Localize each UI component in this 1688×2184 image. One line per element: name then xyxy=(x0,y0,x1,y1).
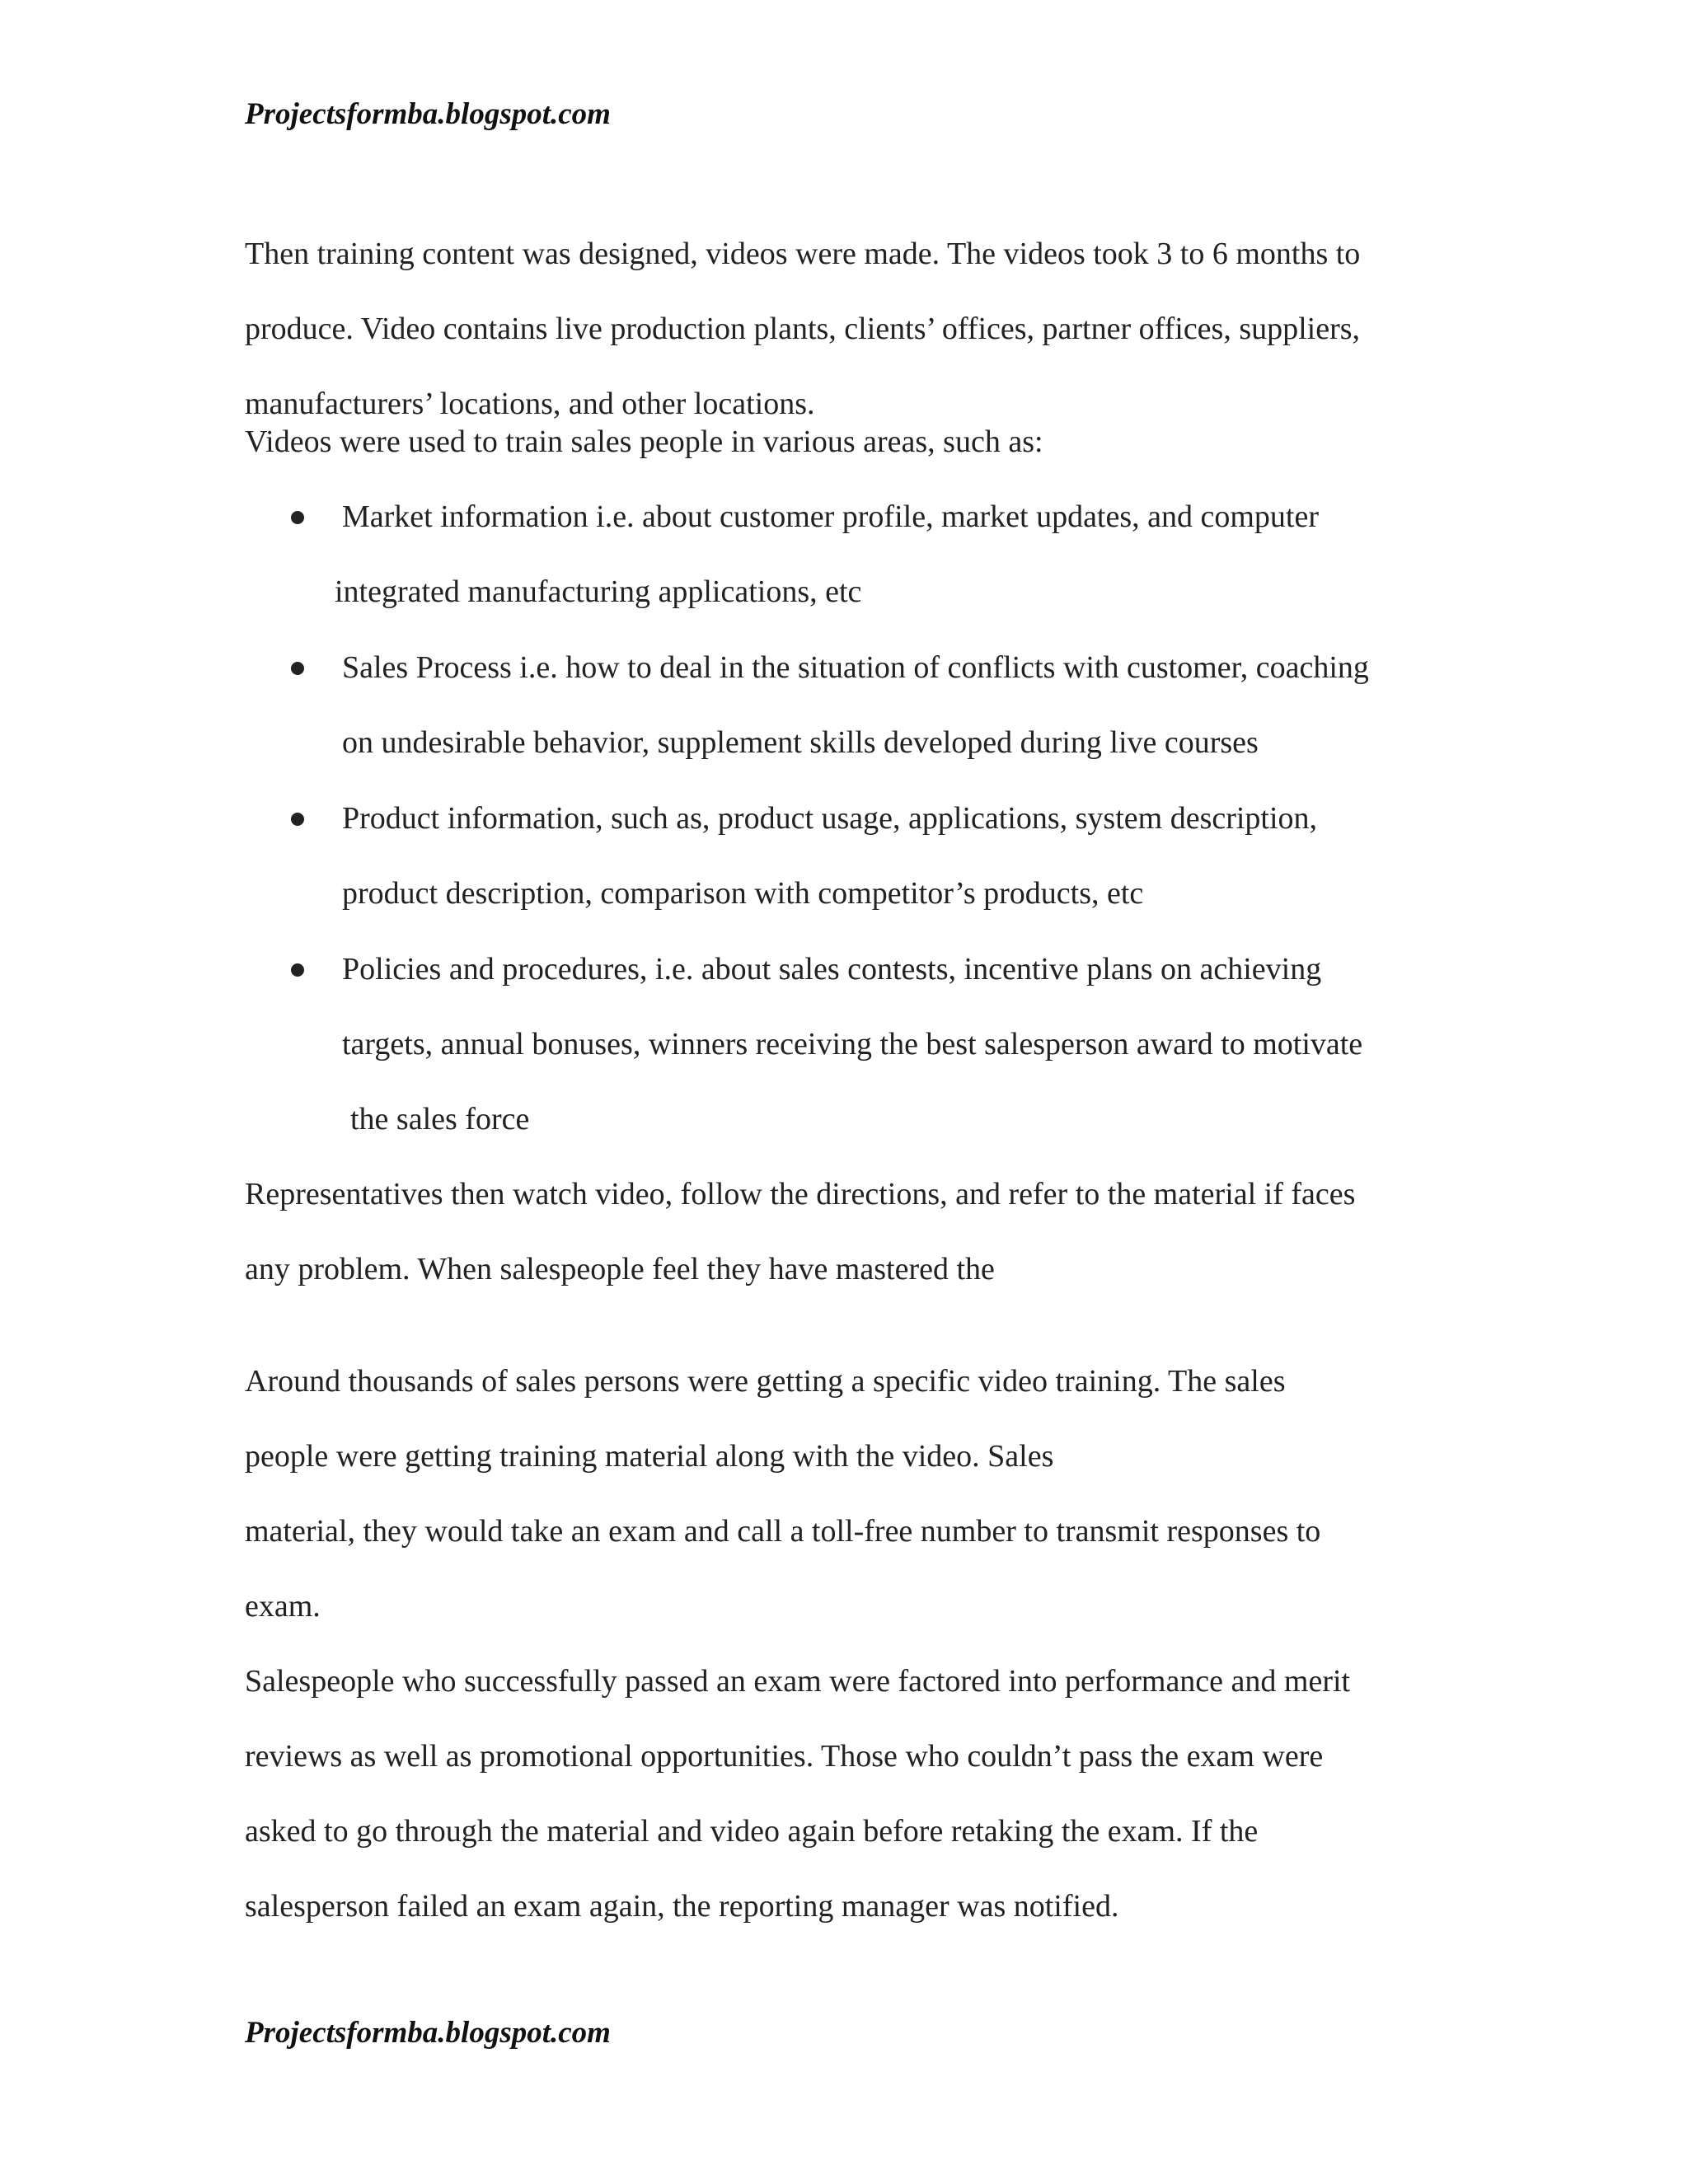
paragraph-line: Salespeople who successfully passed an exam were factored into performance and merit xyxy=(245,1664,1351,1699)
list-item-line: on undesirable behavior, supplement skills developed during live courses xyxy=(342,725,1259,760)
paragraph-line: people were getting training material along with the video. Sales xyxy=(245,1439,1054,1474)
list-item-line: the sales force xyxy=(350,1102,530,1137)
list-item-line: Market information i.e. about customer profile, market updates, and computer xyxy=(342,499,1320,534)
paragraph-line: Representatives then watch video, follow the directions, and refer to the material if faces xyxy=(245,1177,1356,1212)
page-footer: Projectsformba.blogspot.com xyxy=(245,2016,611,2050)
paragraph-line: Videos were used to train sales people in various areas, such as: xyxy=(245,424,1043,459)
list-item-line: Product information, such as, product usage, applications, system description, xyxy=(342,801,1318,836)
bullet-icon xyxy=(291,511,304,524)
paragraph-line: produce. Video contains live production plants, clients’ offices, partner offices, suppliers, xyxy=(245,312,1361,346)
list-item-line: targets, annual bonuses, winners receiving the best salesperson award to motivate xyxy=(342,1027,1363,1062)
list-item-line: product description, comparison with competitor’s products, etc xyxy=(342,876,1144,911)
paragraph-line: material, they would take an exam and call a toll-free number to transmit responses to xyxy=(245,1514,1321,1549)
paragraph-line: Then training content was designed, videos were made. The videos took 3 to 6 months to xyxy=(245,237,1361,271)
page-header: Projectsformba.blogspot.com xyxy=(245,97,611,131)
paragraph-line: reviews as well as promotional opportunities. Those who couldn’t pass the exam were xyxy=(245,1739,1324,1774)
list-item-line: Policies and procedures, i.e. about sales contests, incentive plans on achieving xyxy=(342,952,1322,987)
paragraph-line: manufacturers’ locations, and other locations. xyxy=(245,387,815,421)
bullet-icon xyxy=(291,813,304,826)
paragraph-line: any problem. When salespeople feel they have mastered the xyxy=(245,1252,995,1286)
list-item-line: Sales Process i.e. how to deal in the situation of conflicts with customer, coaching xyxy=(342,650,1369,685)
bullet-icon xyxy=(291,662,304,675)
list-item-line: integrated manufacturing applications, etc xyxy=(335,574,862,609)
paragraph-line: exam. xyxy=(245,1589,321,1624)
paragraph-line: Around thousands of sales persons were getting a specific video training. The sales xyxy=(245,1364,1286,1399)
bullet-icon xyxy=(291,963,304,977)
paragraph-line: salesperson failed an exam again, the reporting manager was notified. xyxy=(245,1889,1119,1924)
paragraph-line: asked to go through the material and video again before retaking the exam. If the xyxy=(245,1814,1259,1849)
